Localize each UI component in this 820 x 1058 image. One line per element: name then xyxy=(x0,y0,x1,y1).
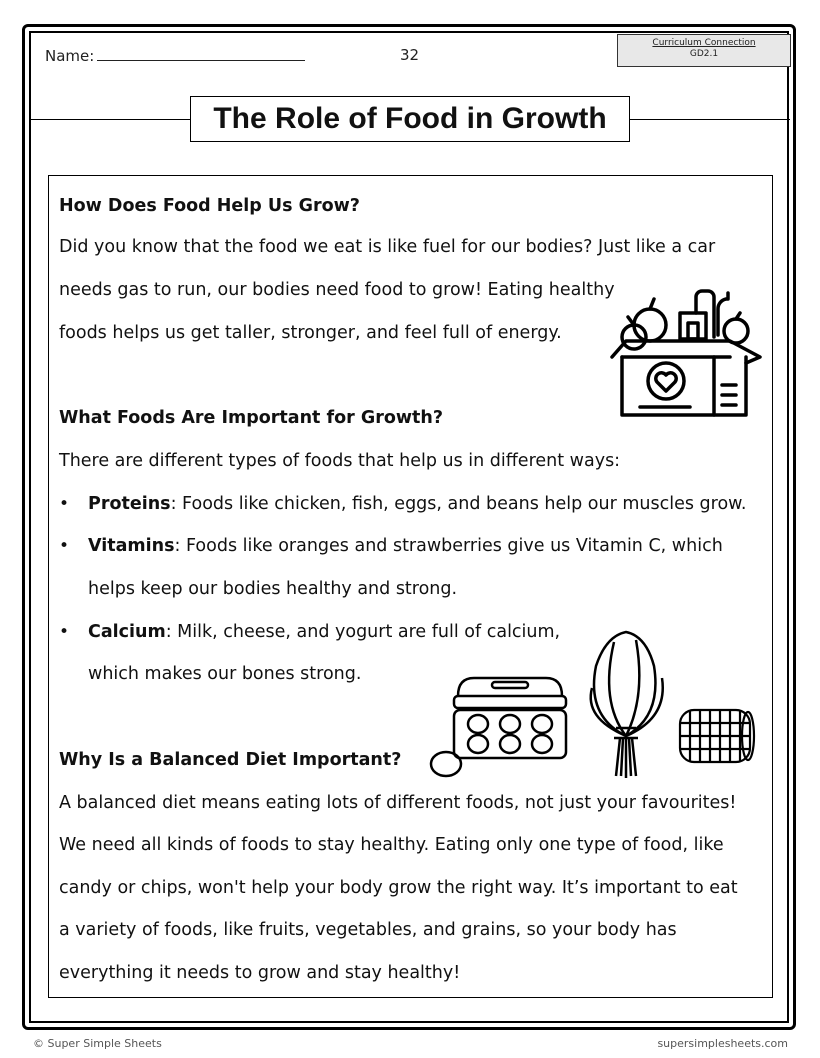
bullet-text-continued: helps keep our bodies healthy and strong. xyxy=(88,579,458,599)
curriculum-connection-box xyxy=(617,34,791,67)
bullet-term: Vitamins xyxy=(88,536,175,556)
bullet-text-continued: which makes our bones strong. xyxy=(88,664,362,684)
section-heading-1: How Does Food Help Us Grow? xyxy=(59,196,360,216)
footer-website-link[interactable]: supersimplesheets.com xyxy=(657,1037,788,1050)
bullet-term: Calcium xyxy=(88,622,166,642)
spinach-icon xyxy=(582,628,670,780)
paragraph-line: needs gas to run, our bodies need food to grow! Eating healthy xyxy=(59,280,615,300)
bullet-item-vitamins xyxy=(88,536,723,556)
bullet-marker: • xyxy=(59,494,70,514)
food-box-icon xyxy=(610,285,762,419)
bullet-text: : Foods like oranges and strawberries give us Vitamin C, which xyxy=(174,536,723,556)
bullet-marker: • xyxy=(59,622,70,642)
egg-carton-icon xyxy=(428,668,573,780)
paragraph-line: We need all kinds of foods to stay healthy. Eating only one type of food, like xyxy=(59,835,724,855)
corn-icon xyxy=(678,706,756,766)
paragraph-line: a variety of foods, like fruits, vegetables, and grains, so your body has xyxy=(59,920,677,940)
curriculum-connection-title: Curriculum Connection xyxy=(652,38,756,48)
page-title: The Role of Food in Growth xyxy=(190,96,630,142)
page-number: 32 xyxy=(400,46,420,64)
section-heading-3: Why Is a Balanced Diet Important? xyxy=(59,750,402,770)
bullet-text: : Milk, cheese, and yogurt are full of calcium, xyxy=(165,622,561,642)
bullet-text: : Foods like chicken, fish, eggs, and beans help our muscles grow. xyxy=(170,494,747,514)
paragraph-line: A balanced diet means eating lots of different foods, not just your favourites! xyxy=(59,793,737,813)
curriculum-code: GD2.1 xyxy=(689,49,719,59)
name-blank-line[interactable] xyxy=(97,46,305,61)
name-field[interactable] xyxy=(45,46,305,65)
bullet-term: Proteins xyxy=(88,494,171,514)
bullet-item-calcium xyxy=(88,622,560,642)
section-intro: There are different types of foods that help us in different ways: xyxy=(59,451,621,471)
bullet-marker: • xyxy=(59,536,70,556)
paragraph-line: candy or chips, won't help your body grow the right way. It’s important to eat xyxy=(59,878,738,898)
name-label: Name: xyxy=(45,47,95,65)
paragraph-line: everything it needs to grow and stay healthy! xyxy=(59,963,461,983)
bullet-item-proteins xyxy=(88,494,746,514)
paragraph-line: Did you know that the food we eat is like fuel for our bodies? Just like a car xyxy=(59,237,716,257)
paragraph-line: foods helps us get taller, stronger, and feel full of energy. xyxy=(59,323,562,343)
section-heading-2: What Foods Are Important for Growth? xyxy=(59,408,444,428)
footer-copyright: © Super Simple Sheets xyxy=(33,1037,162,1050)
